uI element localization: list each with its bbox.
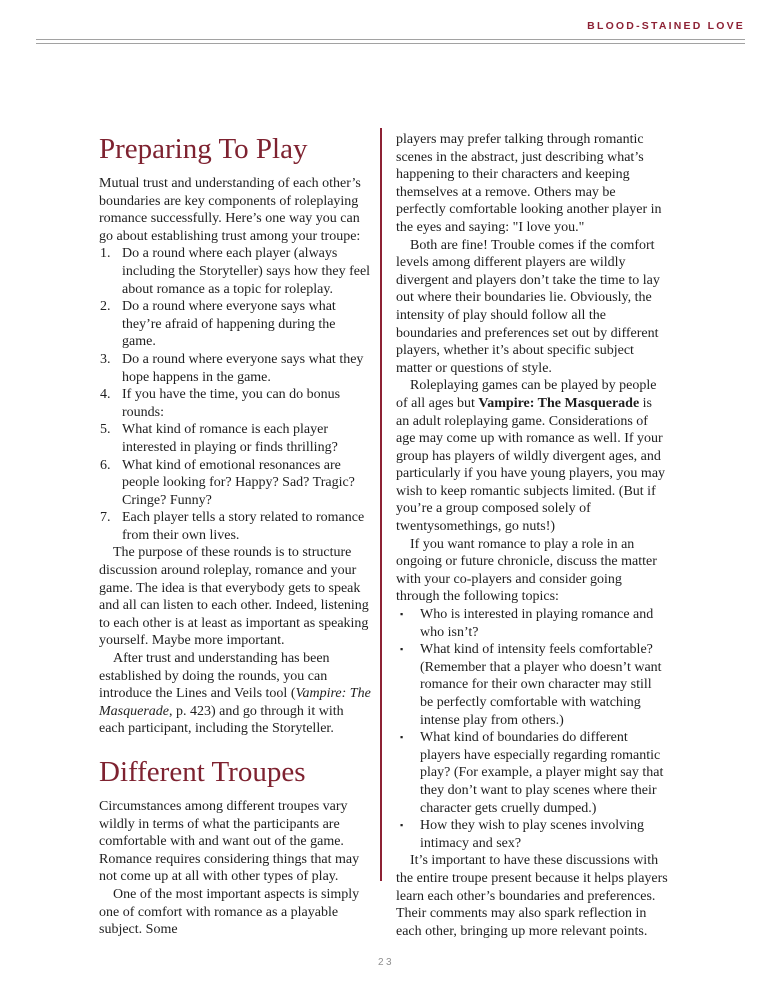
list-number: 3. — [100, 351, 111, 367]
list-item — [99, 421, 371, 456]
text-run: The purpose of these rounds is to structure discussion around roleplay, romance and your game. The idea is that everybody gets to speak and all can listen to each other. Indeed, listening to each other is at least as important as speaking yourself. Maybe more important. — [99, 545, 369, 649]
header-double-rule — [36, 39, 745, 44]
list-number: 7. — [100, 510, 111, 526]
page-number: 23 — [377, 957, 395, 968]
text-run: If you have the time, you can do bonus rounds: — [122, 387, 341, 420]
paragraph — [396, 131, 668, 237]
ordered-list — [99, 245, 371, 544]
list-number: 5. — [100, 422, 111, 438]
list-item — [396, 606, 668, 641]
square-bullet-icon: ▪ — [400, 820, 404, 831]
text-run: is an adult roleplaying game. Considerations of age may come up with romance as well. If your group has players of wildly divergent ages, and particularly if you have young players, you may wish to keep romantic subjects limited. (But if you’re a group composed solely of twentysomethings, go nuts!) — [396, 395, 666, 535]
section-heading: Preparing To Play — [99, 133, 308, 165]
text-run: Mutual trust and understanding of each other’s boundaries are key components of roleplaying romance successfully. Here’s one way you can go about establishing trust among your troupe: — [99, 176, 361, 244]
paragraph — [99, 544, 371, 650]
text-run: Do a round where everyone says what they’re afraid of happening during the game. — [122, 299, 336, 350]
text-run: Each player tells a story related to romance from their own lives. — [122, 510, 365, 543]
paragraph — [99, 650, 371, 738]
paragraph — [99, 175, 371, 245]
text-run: players may prefer talking through romantic scenes in the abstract, just describing what’s happening to their characters and keeping themselves at a remove. Others may be perfectly comfortable looking another player in the eyes and saying: "I love you." — [396, 132, 662, 235]
list-item — [99, 298, 371, 351]
list-item — [99, 351, 371, 386]
list-item — [99, 245, 371, 298]
text-run: How they wish to play scenes involving intimacy and sex? — [420, 818, 644, 851]
list-number: 1. — [100, 246, 111, 262]
bullet-list — [396, 606, 668, 852]
right-text-column — [396, 131, 668, 940]
list-item — [396, 729, 668, 817]
list-number: 6. — [100, 457, 111, 473]
text-run: , p. 423) and go through it with each participant, including the Storyteller. — [99, 703, 344, 737]
text-run: Who is interested in playing romance and who isn’t? — [420, 607, 654, 640]
text-run: What kind of boundaries do different players have especially regarding romantic play? (For example, a player might say that they don’t want to play scenes where their character gets cruelly dumped.) — [420, 730, 664, 816]
paragraph — [99, 886, 371, 939]
text-run: Circumstances among different troupes vary wildly in terms of what the participants are comfortable with and want out of the game. Romance requires considering things that may not come up at all with other types of play. — [99, 799, 360, 885]
list-item — [99, 457, 371, 510]
list-item — [396, 817, 668, 852]
text-run: Roleplaying games can be played by people of all ages but — [396, 378, 657, 411]
text-run: Vampire: The Masquerade — [99, 686, 371, 719]
section-heading: Different Troupes — [99, 756, 306, 788]
list-item — [99, 509, 371, 544]
square-bullet-icon: ▪ — [400, 644, 404, 655]
text-run: If you want romance to play a role in an ongoing or future chronicle, discuss the matter with your co-players and consider going through the following topics: — [396, 536, 657, 605]
text-run: After trust and understanding has been established by doing the rounds, you can introduce the Lines and Veils tool ( — [99, 651, 330, 702]
text-run: One of the most important aspects is simply one of comfort with romance as a playable subject. Some — [99, 886, 360, 938]
list-item — [99, 386, 371, 421]
paragraph — [396, 852, 668, 940]
text-run: Do a round where everyone says what they hope happens in the game. — [122, 351, 364, 385]
square-bullet-icon: ▪ — [400, 732, 404, 743]
paragraph — [396, 237, 668, 378]
text-run: What kind of emotional resonances are people looking for? Happy? Sad? Tragic? Cringe? Funny? — [122, 457, 355, 508]
paragraph — [396, 536, 668, 606]
text-run: Vampire: The Masquerade — [478, 395, 640, 411]
paragraph — [396, 377, 668, 535]
left-text-column — [99, 133, 371, 939]
list-number: 2. — [100, 299, 111, 315]
text-run: Both are fine! Trouble comes if the comfort levels among different players are wildly divergent and players don’t take the time to lay out where their boundaries lie. Obviously, the intensity of play should follow all the boundaries and preferences set out by different players, whether it’s about specific subject matter or questions of style. — [396, 237, 660, 376]
text-run: What kind of intensity feels comfortable? (Remember that a player who doesn’t want romance for their own character may still be perfectly comfortable with watching intense play from others.) — [420, 642, 662, 728]
paragraph — [99, 798, 371, 886]
text-run: Do a round where each player (always including the Storyteller) says how they feel about romance as a topic for roleplay. — [122, 246, 371, 297]
list-item — [396, 641, 668, 729]
list-number: 4. — [100, 387, 111, 403]
running-header-title: BLOOD-STAINED LOVE — [587, 20, 745, 32]
square-bullet-icon: ▪ — [400, 609, 404, 620]
column-divider-rule — [380, 128, 382, 881]
text-run: It’s important to have these discussions with the entire troupe present because it helps players learn each other’s boundaries and preferences. Their comments may also spark reflection in each other, bringing up more relevant points. — [396, 853, 668, 939]
text-run: What kind of romance is each player interested in playing or finds thrilling? — [122, 422, 338, 455]
